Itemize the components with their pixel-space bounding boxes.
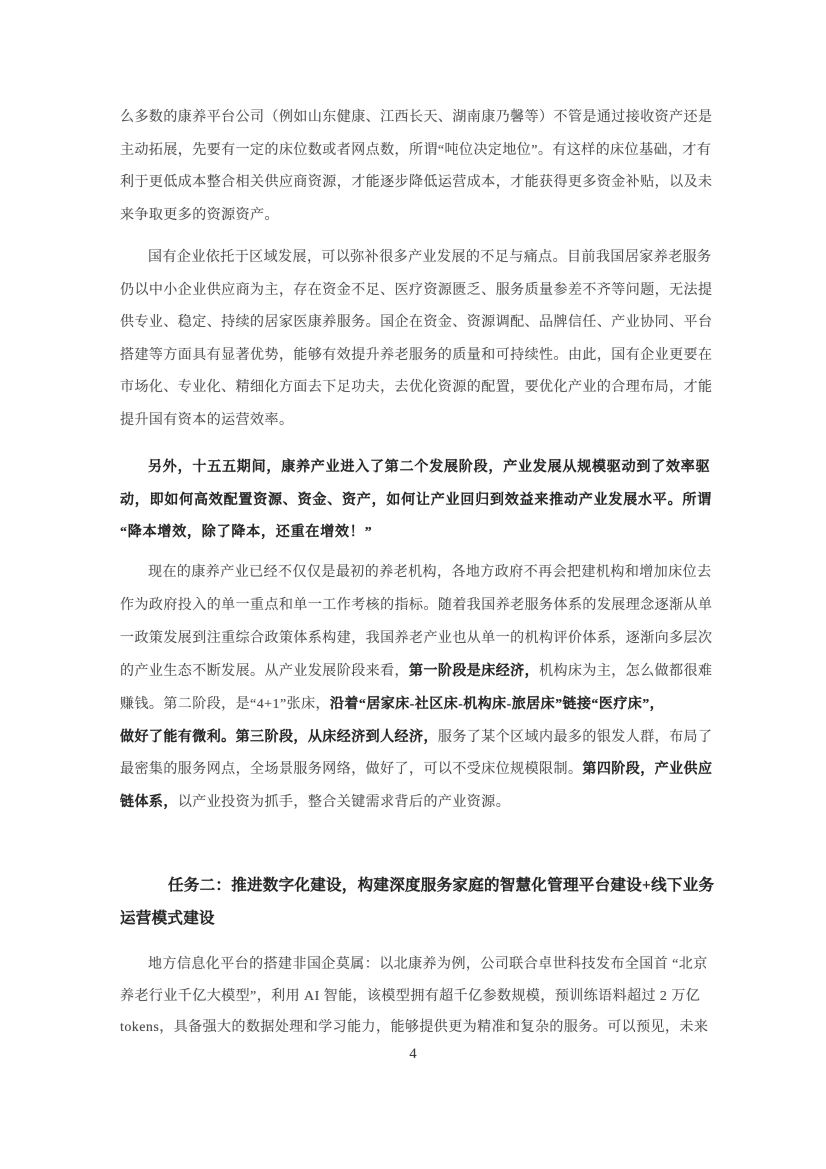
paragraph-state-owned-enterprises [120,242,720,437]
bold-text-segment: 第四阶段，产业供应 [582,762,713,778]
text-segment: 养老行业千亿大模型”，利用 AI 智能，该模型拥有超千亿参数规模，预训练语料超过 2 万亿 [120,988,701,1004]
text-line [120,689,720,722]
paragraph-digital-platform [120,949,720,1044]
text-line [120,340,720,373]
text-line [120,275,720,308]
text-line [120,167,720,200]
text-segment: 服务了某个区域内最多的银发人群，布局了 [437,729,713,745]
bold-text-segment: 链体系， [120,795,178,811]
text-segment: tokens，具备强大的数据处理和学习能力，能够提供更为精准和复杂的服务。可以预见，未来 [120,1020,709,1035]
bold-text-segment: 做好了能有微利。第三阶段，从床经济到人经济， [120,729,438,745]
text-line [120,557,720,590]
text-segment: 来争取更多的资源资产。 [120,207,279,223]
page-number: 4 [409,1046,417,1062]
text-segment: 主动拓展，先要有一定的床位数或者网点数，所谓“吨位决定地位”。有这样的床位基础，才有 [120,142,712,158]
text-segment: 提升国有资本的运营效率。 [120,412,294,428]
text-segment: 作为政府投入的单一重点和单一工作考核的指标。随着我国养老服务体系的发展理念逐渐从单 [120,597,713,613]
text-line [120,372,720,405]
text-line [120,656,720,689]
paragraph-bold-fifteenth-five-year [120,452,720,550]
text-line [120,135,720,168]
bold-text-segment: 动，即如何高效配置资源、资金、资产，如何让产业回归到效益来推动产业发展水平。所谓 [120,492,712,508]
text-line [120,307,720,340]
text-segment: 机构床为主，怎么做都很难 [539,663,713,679]
text-line [120,590,720,623]
text-segment: 供专业、稳定、持续的居家医康养服务。国企在资金、资源调配、品牌信任、产业协同、平台 [120,315,713,330]
bold-text-segment: 运营模式建设 [120,910,215,927]
bold-text-segment: 沿着“居家床-社区床-机构床-旅居床”链接“医疗床”， [329,696,665,712]
bold-text-segment: 第一阶段是床经济， [409,663,540,679]
text-segment: 搭建等方面具有显著优势，能够有效提升养老服务的质量和可持续性。由此，国有企业更要在 [120,347,713,363]
text-line [120,102,720,135]
text-segment: 国有企业依托于区域发展，可以弥补很多产业发展的不足与痛点。目前我国居家养老服务 [148,250,712,265]
text-segment: 么多数的康养平台公司（例如山东健康、江西长天、湖南康乃馨等）不管是通过接收资产还是 [120,110,713,125]
text-segment: 市场化、专业化、精细化方面去下足功夫，去优化资源的配置，要优化产业的合理布局，才能 [120,380,713,395]
text-line [120,722,720,755]
text-segment: 利于更低成本整合相关供应商资源，才能逐步降低运营成本，才能获得更多资金补贴，以及未 [120,175,713,190]
paragraph-development-stages [120,557,720,820]
text-line [120,981,720,1013]
text-segment: 现在的康养产业已经不仅仅是最初的养老机构，各地方政府不再会把建机构和增加床位去 [148,565,712,580]
text-line [120,242,720,275]
text-segment: 赚钱。第二阶段，是“4+1”张床， [120,696,330,712]
section-heading-task-two [120,869,720,935]
bold-text-segment: “降本增效，除了降本，还重在增效！” [120,525,373,540]
text-segment: 以产业投资为抓手，整合关键需求背后的产业资源。 [177,795,511,811]
text-line [120,869,720,902]
text-line [120,517,720,550]
text-line [120,787,720,820]
text-segment: 地方信息化平台的搭建非国企莫属：以北康养为例，公司联合卓世科技发布全国首 “北京 [148,957,708,972]
text-segment: 的产业生态不断发展。从产业发展阶段来看， [120,663,409,679]
text-segment: 仍以中小企业供应商为主，存在资金不足、医疗资源匮乏、服务质量参差不齐等问题，无法提 [120,282,713,298]
text-line [120,902,720,935]
text-line [120,485,720,518]
text-line [120,949,720,981]
text-line [120,405,720,438]
text-segment: 最密集的服务网点，全场景服务网络，做好了，可以不受床位规模限制。 [120,762,583,778]
text-line [120,452,720,485]
bold-text-segment: 另外，十五五期间，康养产业进入了第二个发展阶段，产业发展从规模驱动到了效率驱 [148,460,711,475]
text-segment: 一政策发展到注重综合政策体系构建，我国养老产业也从单一的机构评价体系，逐渐向多层次 [120,630,713,646]
text-line [120,754,720,787]
text-line [120,623,720,656]
paragraph-continued [120,102,720,232]
bold-text-segment: 任务二：推进数字化建设，构建深度服务家庭的智慧化管理平台建设+线下业务 [168,877,715,894]
text-line [120,200,720,233]
text-line [120,1012,720,1044]
